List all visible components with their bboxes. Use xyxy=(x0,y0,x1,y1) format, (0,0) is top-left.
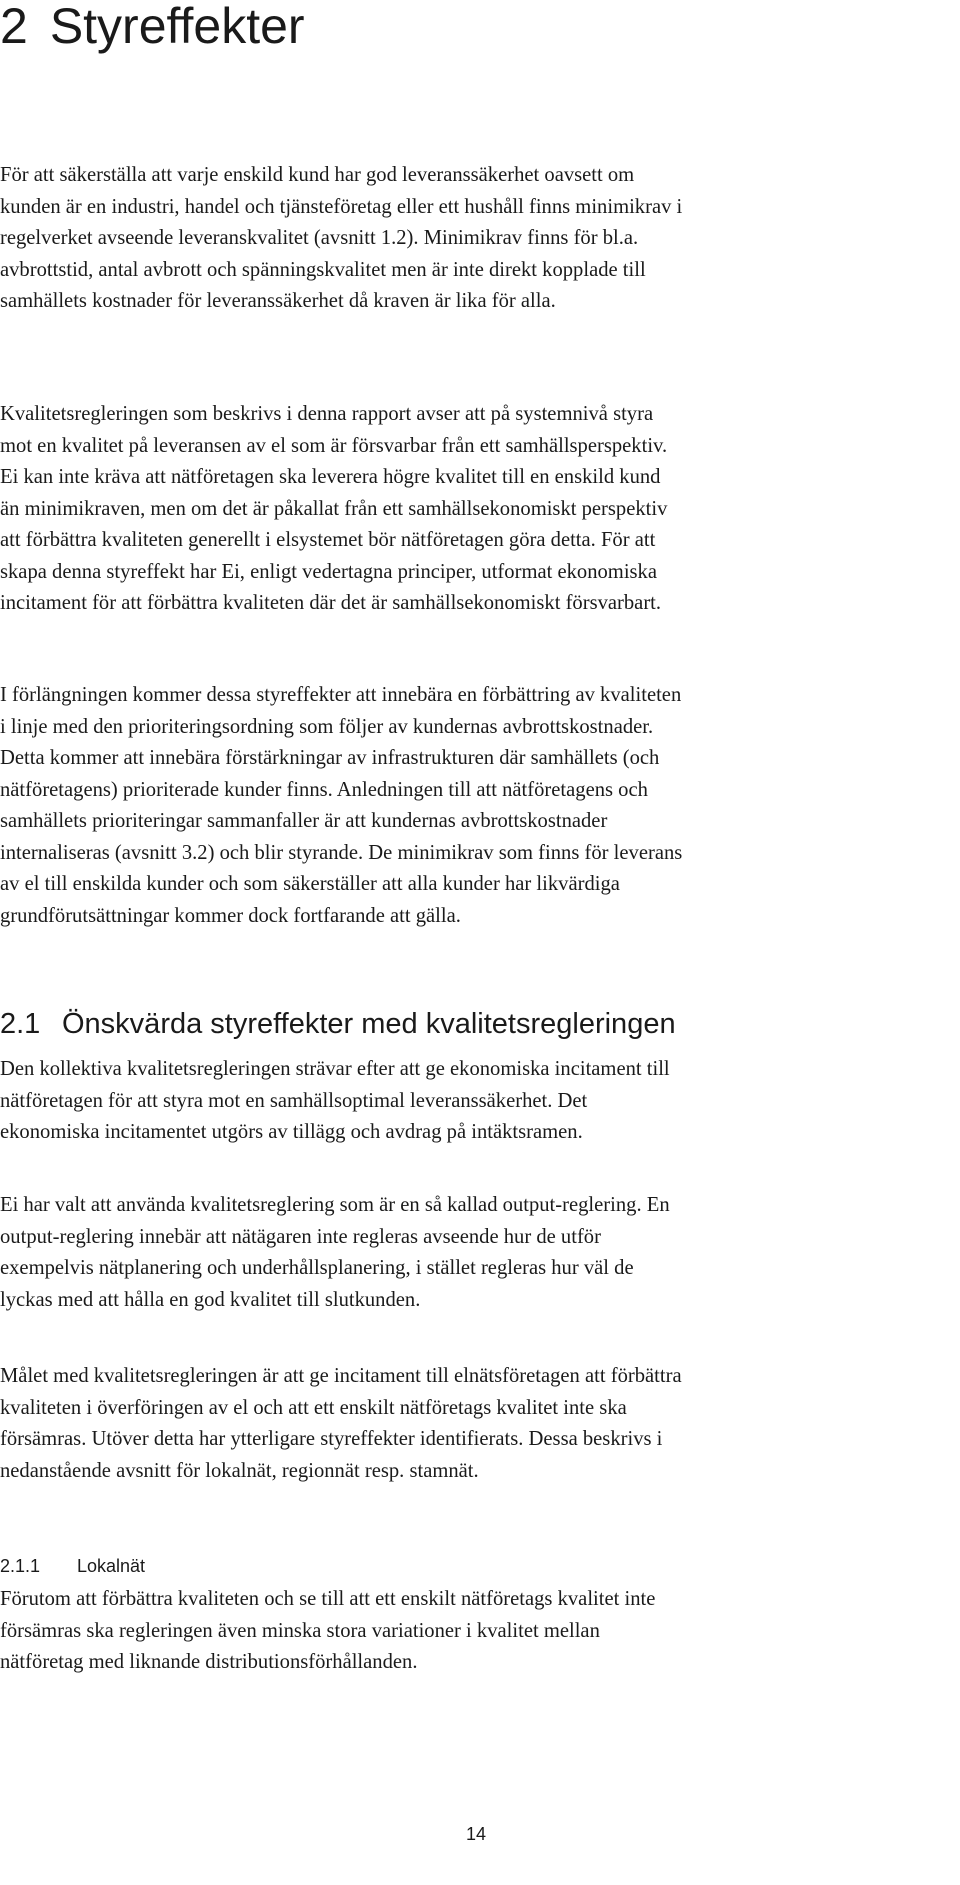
paragraph-malet xyxy=(0,1361,960,1487)
text-line: skapa denna styreffekt har Ei, enligt vedertagna principer, utformat ekonomiska xyxy=(0,560,657,583)
paragraph-kvalitetsregleringen xyxy=(0,399,960,620)
text-line: Ei har valt att använda kvalitetsreglering som är en så kallad output-reglering. En xyxy=(0,1194,670,1216)
text-line: av el till enskilda kunder och som säkerställer att alla kunder har likvärdiga xyxy=(0,873,620,895)
text-line: försämras. Utöver detta har ytterligare styreffekter identifierats. Dessa beskrivs i xyxy=(0,1428,663,1450)
text-line: ekonomiska incitamentet utgörs av tillägg och avdrag på intäktsramen. xyxy=(0,1121,583,1143)
chapter-title: Styreffekter xyxy=(49,0,305,54)
text-line: att förbättra kvaliteten generellt i elsystemet bör nätföretagen göra detta. För att xyxy=(0,529,656,551)
text-line: avbrottstid, antal avbrott och spänningskvalitet men är inte direkt kopplade till xyxy=(0,258,646,281)
subsection-title: Lokalnät xyxy=(77,1556,146,1576)
text-line: exempelvis nätplanering och underhållsplanering, i stället regleras hur väl de xyxy=(0,1257,634,1279)
text-line: kunden är en industri, handel och tjänsteföretag eller ett hushåll finns minimikrav i xyxy=(0,195,683,218)
text-line: nätföretagen för att styra mot en samhällsoptimal leveranssäkerhet. Det xyxy=(0,1089,588,1112)
text-line: nedanstående avsnitt för lokalnät, regionnät resp. stamnät. xyxy=(0,1459,479,1482)
text-line: Ei kan inte kräva att nätföretagen ska leverera högre kvalitet till en enskild kund xyxy=(0,466,661,488)
paragraph-output-reglering xyxy=(0,1190,960,1316)
text-line: Kvalitetsregleringen som beskrivs i denna rapport avser att på systemnivå styra xyxy=(0,403,654,425)
paragraph-forlangningen xyxy=(0,680,960,932)
text-line: försämras ska regleringen även minska stora variationer i kvalitet mellan xyxy=(0,1619,600,1642)
text-line: För att säkerställa att varje enskild kund har god leveranssäkerhet oavsett om xyxy=(0,164,635,186)
text-line: incitament för att förbättra kvaliteten där det är samhällsekonomiskt försvarbart. xyxy=(0,592,662,614)
text-line: mot en kvalitet på leveransen av el som är försvarbar från ett samhällsperspektiv. xyxy=(0,434,668,457)
text-line: internaliseras (avsnitt 3.2) och blir styrande. De minimikrav som finns för leverans xyxy=(0,841,683,864)
text-line: regelverket avseende leveranskvalitet (avsnitt 1.2). Minimikrav finns för bl.a. xyxy=(0,227,639,249)
text-line: samhällets prioriteringar sammanfaller är att kundernas avbrottskostnader xyxy=(0,810,608,832)
text-line: samhällets kostnader för leveranssäkerhet då kraven är lika för alla. xyxy=(0,290,556,312)
text-line: Den kollektiva kvalitetsregleringen strävar efter att ge ekonomiska incitament till xyxy=(0,1058,670,1080)
text-line: än minimikraven, men om det är påkallat från ett samhällsekonomiskt perspektiv xyxy=(0,497,668,520)
paragraph-kollektiva xyxy=(0,1054,960,1149)
text-line: nätföretagens) prioriterade kunder finns. Anledningen till att nätföretagens och xyxy=(0,778,648,801)
section-heading xyxy=(0,1004,676,1044)
text-line: output-reglering innebär att nätägaren inte regleras avseende hur de utför xyxy=(0,1225,601,1248)
text-line: Detta kommer att innebära förstärkningar av infrastrukturen där samhällets (och xyxy=(0,747,660,769)
text-line: Förutom att förbättra kvaliteten och se till att ett enskilt nätföretags kvalitet inte xyxy=(0,1588,656,1610)
text-line: nätföretag med liknande distributionsförhållanden. xyxy=(0,1651,418,1673)
text-line: grundförutsättningar kommer dock fortfarande att gälla. xyxy=(0,904,461,927)
chapter-number: 2 xyxy=(0,0,28,54)
paragraph-intro xyxy=(0,160,960,318)
text-line: kvaliteten i överföringen av el och att ett enskilt nätföretags kvalitet inte ska xyxy=(0,1396,627,1419)
subsection-heading xyxy=(0,1553,145,1579)
section-number: 2.1 xyxy=(0,1008,41,1040)
paragraph-lokalnat xyxy=(0,1584,960,1679)
subsection-number: 2.1.1 xyxy=(0,1556,41,1576)
section-title: Önskvärda styreffekter med kvalitetsregleringen xyxy=(62,1008,676,1040)
text-line: I förlängningen kommer dessa styreffekter att innebära en förbättring av kvaliteten xyxy=(0,684,682,706)
text-line: i linje med den prioriteringsordning som följer av kundernas avbrottskostnader. xyxy=(0,715,654,738)
text-line: lyckas med att hålla en god kvalitet till slutkunden. xyxy=(0,1288,421,1311)
text-line: Målet med kvalitetsregleringen är att ge incitament till elnätsföretagen att förbättra xyxy=(0,1365,682,1387)
page-number: 14 xyxy=(466,1824,487,1844)
chapter-heading xyxy=(0,0,305,56)
